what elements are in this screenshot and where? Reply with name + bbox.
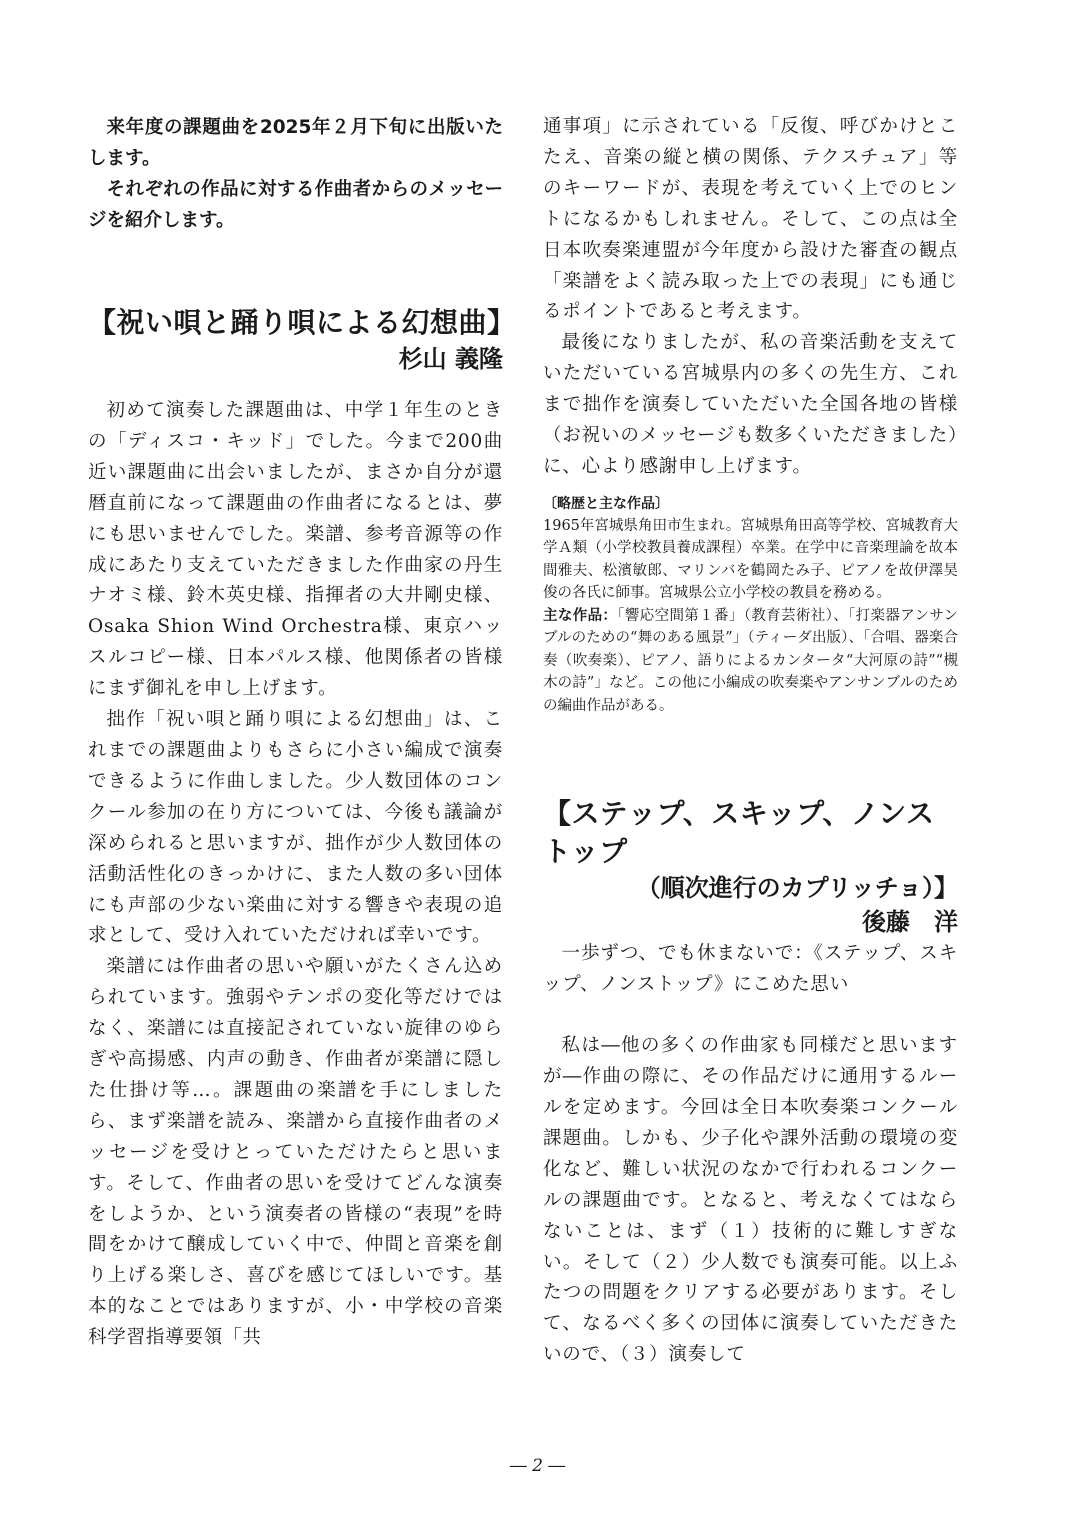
article1-paragraph-3-continued: 通事項」に示されている「反復、呼びかけとこたえ、音楽の縦と横の関係、テクスチュア」等のキーワードが、表現を考えていく上でのヒントになるかもしれません。そして、この点は全日本吹奏楽連盟が今年度から設けた審査の観点「楽譜をよく読み取った上での表現」にも通じるポイントであると考えます。 (543, 116, 958, 323)
article2-title: 【ステップ、スキップ、ノンストップ (543, 797, 935, 869)
article1-body-right (543, 112, 958, 483)
left-column (88, 112, 516, 1354)
article2-subtitle: （順次進行のカプリッチョ）】 (636, 873, 958, 903)
article2-author: 後藤 洋 (862, 907, 958, 937)
right-column (543, 112, 958, 1371)
intro-line-messages: それぞれの作品に対する作曲者からのメッセージを紹介します。 (88, 179, 503, 231)
article2-subheading: 一歩ずつ、でも休まないで：《ステップ、スキップ、ノンストップ》にこめた思い (543, 943, 958, 996)
article1-paragraph-4: 最後になりましたが、私の音楽活動を支えていただいている宮城県内の多くの先生方、これまで拙作を演奏していただいた全国各地の皆様（お祝いのメッセージも数多くいただきました）に、心より感謝申し上げます。 (543, 332, 958, 477)
article1-title: 【祝い唄と踊り唄による幻想曲】 (88, 306, 516, 339)
article1-profile (543, 493, 958, 718)
intro-notice (88, 112, 503, 236)
works-text: 「響応空間第１番」（教育芸術社）、「打楽器アンサンブルのための“舞のある風景”」（ティーダ出版）、「合唱、器楽合奏（吹奏楽）、ピアノ、語りによるカンタータ“大河原の詩”“槻木の詩”」など。この他に小編成の吹奏楽やアンサンブルのための編曲作品がある。 (543, 607, 958, 714)
profile-heading: 〔略歴と主な作品〕 (543, 495, 669, 512)
profile-works (543, 605, 958, 718)
article1-paragraph-2: 拙作「祝い唄と踊り唄による幻想曲」は、これまでの課題曲よりもさらに小さい編成で演奏できるように作曲しました。少人数団体のコンクール参加の在り方については、今後も議論が深められると思いますが、拙作が少人数団体の活動活性化のきっかけに、また人数の多い団体にも声部の少ない楽曲に対する響きや表現の追求として、受け入れていただければ幸いです。 (88, 709, 503, 947)
works-label: 主な作品： (543, 607, 618, 624)
intro-line-publication: 来年度の課題曲を2025年２月下旬に出版いたします。 (88, 117, 503, 169)
article1-body-left (88, 396, 503, 1354)
profile-bio: 1965年宮城県角田市生まれ。宮城県角田高等学校、宮城教育大学Ａ類（小学校教員養成課程）卒業。在学中に音楽理論を故本間雅夫、松濱敏郎、マリンバを鶴岡たみ子、ピアノを故伊澤昊俊の各氏に師事。宮城県公立小学校の教員を務める。 (543, 517, 958, 602)
article1-paragraph-3: 楽譜には作曲者の思いや願いがたくさん込められています。強弱やテンポの変化等だけではなく、楽譜には直接記されていない旋律のゆらぎや高揚感、内声の動き、作曲者が楽譜に隠した仕掛け等…。課題曲の楽譜を手にしましたら、まず楽譜を読み、楽譜から直接作曲者のメッセージを受けとっていただけたらと思います。そして、作曲者の思いを受けてどんな演奏をしようか、という演奏者の皆様の“表現”を時間をかけて醸成していく中で、仲間と音楽を創り上げる楽しさ、喜びを感じてほしいです。基本的なことではありますが、小・中学校の音楽科学習指導要領「共 (88, 956, 503, 1349)
article1-author: 杉山 義隆 (398, 344, 503, 373)
spacer (543, 1001, 958, 1031)
page-number: ― 2 ― (509, 1456, 566, 1476)
article1-paragraph-1: 初めて演奏した課題曲は、中学１年生のときの「ディスコ・キッド」でした。今まで200曲近い課題曲に出会いましたが、まさか自分が還暦直前になって課題曲の作曲者になるとは、夢にも思いませんでした。楽譜、参考音源等の作成にあたり支えていただきました作曲家の丹生ナオミ様、鈴木英史様、指揮者の大井剛史様、Osaka Shion Wind Orchestra様、東京ハッスルコピー様、日本パルス様、他関係者の皆様にまず御礼を申し上げます。 (88, 400, 503, 700)
article2-paragraph-1: 私は―他の多くの作曲家も同様だと思いますが―作曲の際に、その作品だけに通用するルールを定めます。今回は全日本吹奏楽コンクール課題曲。しかも、少子化や課外活動の環境の変化など、難しい状況のなかで行われるコンクールの課題曲です。となると、考えなくてはならないことは、まず（１）技術的に難しすぎない。そして（２）少人数でも演奏可能。以上ふたつの問題をクリアする必要があります。そして、なるべく多くの団体に演奏していただきたいので、（３）演奏して (543, 1035, 958, 1366)
article2-body (543, 939, 958, 1371)
